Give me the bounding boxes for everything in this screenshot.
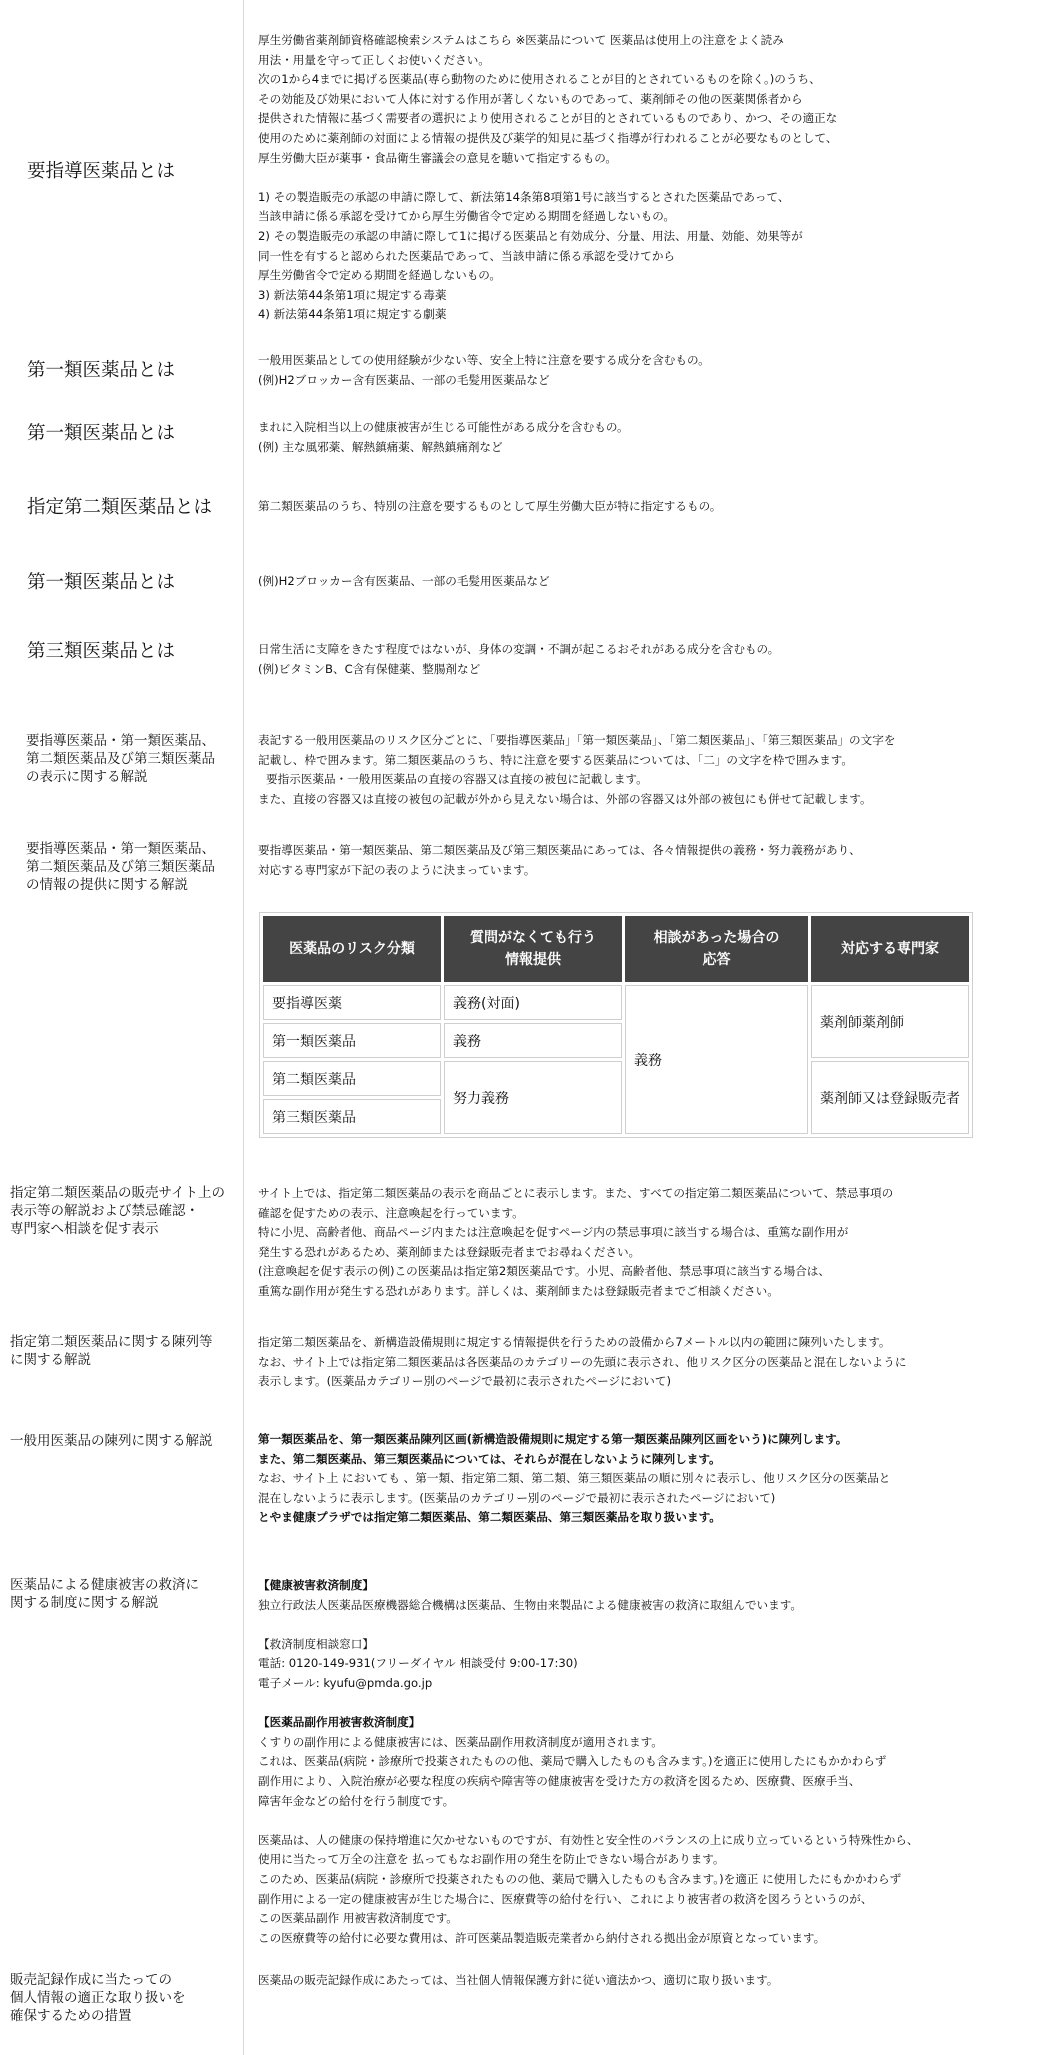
- table-cell: 義務: [444, 1023, 622, 1058]
- body-line: このため、医薬品(病院・診療所で投薬されたものの他、薬局で購入したものも含みます。)を適正 に使用したにもかかわらず: [258, 1871, 902, 1886]
- body-line: また、直接の容器又は直接の被包の記載が外から見えない場合は、外部の容器又は外部の被包にも併せて記載します。: [258, 791, 872, 806]
- body-line: 一般用医薬品としての使用経験が少ない等、安全上特に注意を要する成分を含むもの。: [258, 353, 710, 367]
- body-line: 表示します。(医薬品カテゴリー別のページで最初に表示されたページにおいて): [258, 1374, 671, 1389]
- body-line: 副作用による一定の健康被害が生じた場合に、医療費等の給付を行い、これにより被害者の救済を図ろうというのが、: [258, 1891, 873, 1906]
- body-line: (例)H2ブロッカー含有医薬品、一部の毛髪用医薬品など: [258, 372, 550, 387]
- table-cell: 努力義務: [444, 1061, 622, 1134]
- email-line: 電子メール: kyufu@pmda.go.jp: [258, 1675, 433, 1690]
- body-heading: 【医薬品副作用被害救済制度】: [258, 1715, 421, 1730]
- body-line: 記載し、枠で囲みます。第二類医薬品のうち、特に注意を要する医薬品については、「二」の文字を枠で囲みます。: [258, 752, 853, 767]
- body-line-bold: とやま健康プラザでは指定第二類医薬品、第二類医薬品、第三類医薬品を取り扱います。: [258, 1510, 721, 1525]
- body-line: 1) その製造販売の承認の申請に際して、新法第14条第8項第1号に該当するとされた医薬品であって、: [258, 189, 790, 204]
- table-header-row: [263, 916, 969, 982]
- section-body-youshidou: [258, 31, 1018, 325]
- body-line: 副作用により、入院治療が必要な程度の疾病や障害等の健康被害を受けた方の救済を図るため、医療費、医療手当、: [258, 1773, 861, 1788]
- body-heading: 【健康被害救済制度】: [258, 1578, 374, 1592]
- section-label-daiichi-3: 第一類医薬品とは: [27, 572, 176, 593]
- body-line: 厚生労働省令で定める期間を経過しないもの。: [258, 268, 502, 283]
- body-line: 4) 新法第44条第1項に規定する劇薬: [258, 307, 447, 322]
- body-line: 要指示医薬品・一般用医薬品の直接の容器又は直接の被包に記載します。: [266, 772, 648, 787]
- table-cell: 義務(対面): [444, 985, 622, 1020]
- body-line: 確認を促すための表示、注意喚起を行っています。: [258, 1205, 524, 1220]
- table-cell: 第三類医薬品: [263, 1099, 441, 1134]
- body-line: 厚生労働省薬剤師資格確認検索システムはこちら ※医薬品について 医薬品は使用上の注意をよく読み: [258, 33, 784, 47]
- section-body-joho: [258, 841, 1018, 880]
- section-label-joho: 要指導医薬品・第一類医薬品、 第二類医薬品及び第三類医薬品 の情報の提供に関する解説: [26, 841, 215, 893]
- body-line: 障害年金などの給付を行う制度です。: [258, 1793, 455, 1808]
- section-label-shitei2: 指定第二類医薬品とは: [27, 497, 213, 518]
- body-line-bold: また、第二類医薬品、第三類医薬品については、それらが混在しないように陳列します。: [258, 1451, 721, 1466]
- body-line: この医療費等の給付に必要な費用は、許可医薬品製造販売業者から納付される拠出金が原資となっています。: [258, 1930, 826, 1945]
- section-body-shitei2: [258, 497, 1018, 517]
- body-line: 提供された情報に基づく需要者の選択により使用されることが目的とされているものであり、かつ、その適正な: [258, 111, 838, 126]
- section-body-hanbai-site: [258, 1184, 1018, 1302]
- body-line: (例) 主な風邪薬、解熱鎮痛薬、解熱鎮痛剤など: [258, 439, 503, 454]
- body-line: まれに入院相当以上の健康被害が生じる可能性がある成分を含むもの。: [258, 420, 629, 434]
- body-line: (例)ビタミンB、C含有保健薬、整腸剤など: [258, 661, 481, 676]
- section-body-chinretsu-shitei: [258, 1333, 1018, 1392]
- phone-line: 電話: 0120-149-931(フリーダイヤル 相談受付 9:00-17:30): [258, 1656, 578, 1671]
- table-cell: 第二類医薬品: [263, 1061, 441, 1096]
- section-label-daiichi-2: 第一類医薬品とは: [27, 423, 176, 444]
- body-line: [258, 168, 1018, 188]
- section-body-daiichi-2: [258, 418, 1018, 457]
- section-body-chinretsu-ippan: [258, 1430, 1018, 1528]
- body-line: くすりの副作用による健康被害には、医薬品副作用救済制度が適用されます。: [258, 1734, 663, 1749]
- body-line: 3) 新法第44条第1項に規定する毒薬: [258, 287, 447, 302]
- table-cell: 薬剤師又は登録販売者: [811, 1061, 969, 1134]
- section-label-hyoji: 要指導医薬品・第一類医薬品、 第二類医薬品及び第三類医薬品 の表示に関する解説: [26, 733, 215, 785]
- section-label-kyusai: 医薬品による健康被害の救済に 関する制度に関する解説: [10, 1577, 199, 1611]
- table-header-cell: 医薬品のリスク分類: [263, 916, 441, 982]
- section-body-kyusai: [258, 1576, 1018, 1948]
- body-line: 次の1から4までに掲げる医薬品(専ら動物のために使用されることが目的とされているものを除く。)のうち、: [258, 72, 821, 87]
- table-cell: 要指導医薬: [263, 985, 441, 1020]
- table-header-cell: 質問がなくても行う 情報提供: [444, 916, 622, 982]
- body-line: 同一性を有すると認められた医薬品であって、当該申請に係る承認を受けてから: [258, 248, 676, 263]
- section-label-youshidou: 要指導医薬品とは: [27, 161, 176, 182]
- body-line: 第二類医薬品のうち、特別の注意を要するものとして厚生労働大臣が特に指定するもの。: [258, 499, 722, 513]
- body-line: サイト上では、指定第二類医薬品の表示を商品ごとに表示します。また、すべての指定第二類医薬品について、禁忌事項の: [258, 1186, 894, 1200]
- section-label-daisan: 第三類医薬品とは: [27, 641, 176, 662]
- section-body-daiichi-3: [258, 572, 1018, 592]
- risk-classification-table: [259, 912, 973, 1138]
- body-line: 対応する専門家が下記の表のように決まっています。: [258, 862, 536, 877]
- body-line: 表記する一般用医薬品のリスク区分ごとに、「要指導医薬品」「第一類医薬品」、「第二類医薬品」、「第三類医薬品」の文字を: [258, 733, 896, 747]
- body-line: [258, 1615, 1018, 1635]
- body-line: 混在しないように表示します。(医薬品のカテゴリー別のページで最初に表示されたページにおいて): [258, 1490, 776, 1505]
- body-line: 医薬品の販売記録作成にあたっては、当社個人情報保護方針に従い適法かつ、適切に取り扱います。: [258, 1973, 779, 1987]
- body-line: 独立行政法人医薬品医療機器総合機構は医薬品、生物由来製品による健康被害の救済に取組んでいます。: [258, 1597, 802, 1612]
- body-line: その効能及び効果において人体に対する作用が著しくないものであって、薬剤師その他の医薬関係者から: [258, 91, 803, 106]
- body-line: 日常生活に支障をきたす程度ではないが、身体の変調・不調が起こるおそれがある成分を含むもの。: [258, 642, 780, 656]
- table-cell: 義務: [625, 985, 808, 1134]
- section-body-daisan: [258, 640, 1018, 679]
- column-divider: [243, 0, 244, 2055]
- body-line: (注意喚起を促す表示の例)この医薬品は指定第2類医薬品です。小児、高齢者他、禁忌事項に該当する場合は、: [258, 1264, 830, 1279]
- section-label-chinretsu-shitei: 指定第二類医薬品に関する陳列等 に関する解説: [10, 1334, 213, 1368]
- section-body-daiichi-1: [258, 351, 1018, 390]
- table-row: [263, 1061, 969, 1096]
- body-line: この医薬品副作 用被害救済制度です。: [258, 1911, 458, 1926]
- section-label-daiichi-1: 第一類医薬品とは: [27, 360, 176, 381]
- body-heading: 【救済制度相談窓口】: [258, 1636, 374, 1651]
- body-line: これは、医薬品(病院・診療所で投薬されたものの他、薬局で購入したものも含みます。)を適正に使用したにもかかわらず: [258, 1754, 887, 1769]
- table-cell: 第一類医薬品: [263, 1023, 441, 1058]
- body-line: 指定第二類医薬品を、新構造設備規則に規定する情報提供を行うための設備から7メートル以内の範囲に陳列いたします。: [258, 1335, 891, 1349]
- body-line: 厚生労働大臣が薬事・食品衛生審議会の意見を聴いて指定するもの。: [258, 150, 617, 165]
- section-label-kojin: 販売記録作成に当たっての 個人情報の適正な取り扱いを 確保するための措置: [10, 1972, 186, 2024]
- body-line: 使用に当たって万全の注意を 払ってもなお副作用の発生を防止できない場合があります。: [258, 1852, 725, 1867]
- body-line: [258, 1694, 1018, 1714]
- body-line: 重篤な副作用が発生する恐れがあります。詳しくは、薬剤師または登録販売者までご相談ください。: [258, 1283, 779, 1298]
- table-header-cell: 対応する専門家: [811, 916, 969, 982]
- body-line: 2) その製造販売の承認の申請に際して1に掲げる医薬品と有効成分、分量、用法、用量、効能、効果等が: [258, 228, 803, 243]
- section-body-kojin: [258, 1971, 1018, 1991]
- section-body-hyoji: [258, 731, 1018, 809]
- body-line: 当該申請に係る承認を受けてから厚生労働省令で定める期間を経過しないもの。: [258, 209, 675, 224]
- body-line: [258, 1811, 1018, 1831]
- body-line-bold: 第一類医薬品を、第一類医薬品陳列区画(新構造設備規則に規定する第一類医薬品陳列区画をいう)に陳列します。: [258, 1432, 848, 1446]
- body-line: 医薬品は、人の健康の保持増進に欠かせないものですが、有効性と安全性のバランスの上に成り立っているという特殊性から、: [258, 1832, 919, 1847]
- body-line: 発生する恐れがあるため、薬剤師または登録販売者までお尋ねください。: [258, 1244, 641, 1259]
- body-line: なお、サイト上 においても 、第一類、指定第二類、第二類、第三類医薬品の順に別々に表示し、他リスク区分の医薬品と: [258, 1471, 891, 1486]
- body-line: 使用のために薬剤師の対面による情報の提供及び薬学的知見に基づく指導が行われることが必要なものとして、: [258, 130, 838, 145]
- table-header-cell: 相談があった場合の 応答: [625, 916, 808, 982]
- table-cell: 薬剤師薬剤師: [811, 985, 969, 1058]
- body-line: 特に小児、高齢者他、商品ページ内または注意喚起を促すページ内の禁忌事項に該当する場合は、重篤な副作用が: [258, 1225, 849, 1240]
- section-label-chinretsu-ippan: 一般用医薬品の陳列に関する解説: [10, 1433, 213, 1449]
- body-line: (例)H2ブロッカー含有医薬品、一部の毛髪用医薬品など: [258, 574, 550, 588]
- body-line: 用法・用量を守って正しくお使いください。: [258, 52, 490, 67]
- body-line: なお、サイト上では指定第二類医薬品は各医薬品のカテゴリーの先頭に表示され、他リスク区分の医薬品と混在しないように: [258, 1354, 907, 1369]
- table-row: [263, 985, 969, 1020]
- section-label-hanbai-site: 指定第二類医薬品の販売サイト上の 表示等の解説および禁忌確認・ 専門家へ相談を促す表示: [10, 1185, 226, 1237]
- body-line: 要指導医薬品・第一類医薬品、第二類医薬品及び第三類医薬品にあっては、各々情報提供の義務・努力義務があり、: [258, 843, 861, 857]
